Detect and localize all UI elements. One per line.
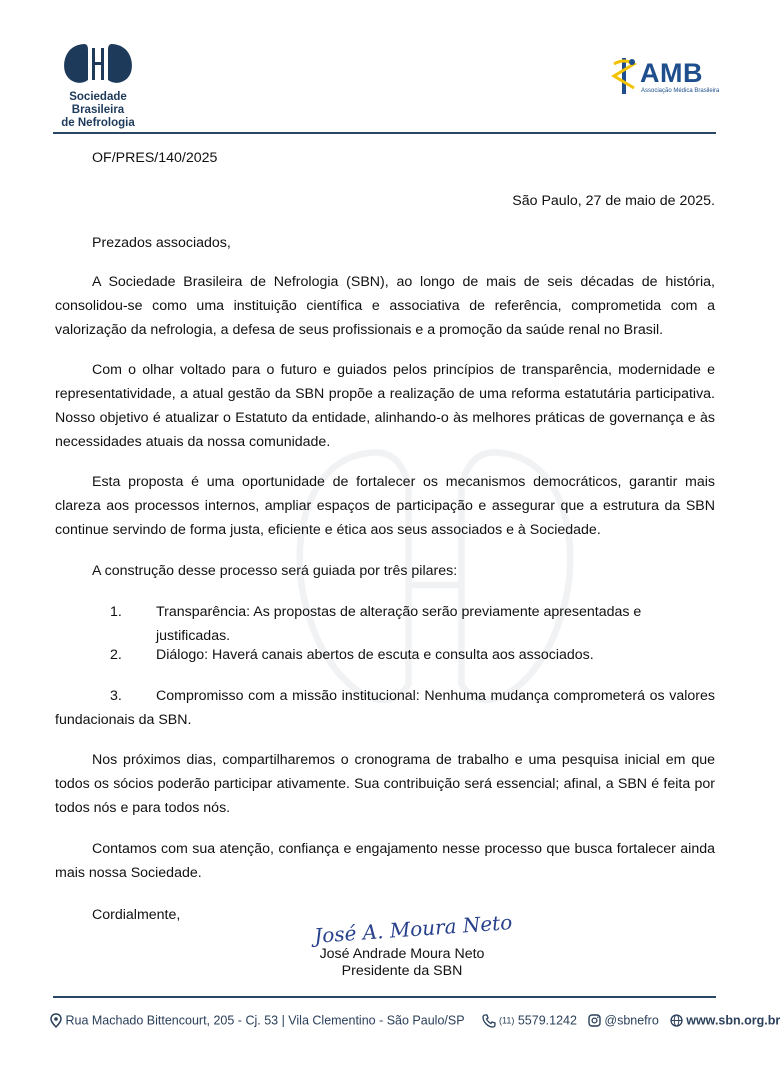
sbn-logo-line2: de Nefrologia xyxy=(61,117,135,129)
paragraph-next-steps: Nos próximos dias, compartilharemos o cronograma de trabalho e uma pesquisa inicial em que todos os sócios poderão participar ativamente. Sua contribuição será essencial; afinal, a SBN é feita por todos nós e para todos nós. xyxy=(55,752,715,816)
signer-title: Presidente da SBN xyxy=(341,963,463,979)
signer-name: José Andrade Moura Neto xyxy=(319,946,485,962)
footer-divider xyxy=(53,996,716,998)
sbn-logo xyxy=(48,42,148,130)
amb-logo xyxy=(610,56,720,98)
handwritten-signature: José A. Moura Neto xyxy=(313,910,513,948)
pillar-1-text: Transparência: As propostas de alteração serão previamente apresentadas e justificadas. xyxy=(156,604,642,644)
paragraph-pillars-intro: A construção desse processo será guiada por três pilares: xyxy=(92,563,458,579)
pillar-2-text: Diálogo: Haverá canais abertos de escuta e consulta aos associados. xyxy=(156,647,594,663)
pillar-3-text: Compromisso com a missão institucional: Nenhuma mudança comprometerá os valores fundacionais da SBN. xyxy=(55,688,715,728)
pillar-3-number: 3. xyxy=(110,688,122,704)
letter-farewell: Cordialmente, xyxy=(92,907,181,923)
amb-logo-subtitle: Associação Médica Brasileira xyxy=(641,88,720,94)
paragraph-intro: A Sociedade Brasileira de Nefrologia (SBN), ao longo de mais de seis décadas de história, consolidou-se como uma instituição científica e associativa de referência, comprometida com a valorização da nefrologia, a defesa de seus profissionais e a promoção da saúde renal no Brasil. xyxy=(55,274,715,338)
location-pin-icon xyxy=(50,1013,62,1028)
pillar-2-number: 2. xyxy=(110,647,122,663)
paragraph-reform: Com o olhar voltado para o futuro e guiados pelos princípios de transparência, modernidade e representatividade, a atual gestão da SBN propõe a realização de uma reforma estatutária participativa. Nosso objetivo é atualizar o Estatuto da entidade, alinhando-o às melhores práticas de governança e às necessidades atuais da nossa comunidade. xyxy=(55,362,715,450)
footer xyxy=(50,1013,780,1028)
sbn-logo-line1: Sociedade Brasileira xyxy=(69,91,127,116)
paragraph-proposal: Esta proposta é uma oportunidade de fortalecer os mecanismos democráticos, garantir mais clareza aos processos internos, ampliar espaços de participação e assegurar que a estrutura da SBN continue servindo de forma justa, eficiente e ética aos seus associados e à Sociedade. xyxy=(55,474,715,538)
letter-date: São Paulo, 27 de maio de 2025. xyxy=(512,193,715,209)
paragraph-thanks: Contamos com sua atenção, confiança e engajamento nesse processo que busca fortalecer ainda mais nossa Sociedade. xyxy=(55,841,715,881)
phone-icon xyxy=(482,1014,496,1028)
header-divider xyxy=(53,132,716,134)
kidney-logo-icon xyxy=(48,42,148,86)
amb-logo-text: AMB xyxy=(640,58,703,88)
footer-phone-area: (11) xyxy=(499,1015,515,1026)
footer-website[interactable]: www.sbn.org.br xyxy=(686,1013,780,1028)
footer-social[interactable]: @sbnefro xyxy=(604,1013,659,1028)
letter-reference: OF/PRES/140/2025 xyxy=(92,150,218,166)
footer-phone: 5579.1242 xyxy=(517,1013,577,1028)
letter-salutation: Prezados associados, xyxy=(92,235,231,251)
footer-address: Rua Machado Bittencourt, 205 - Cj. 53 | Vila Clementino - São Paulo/SP xyxy=(65,1013,465,1028)
globe-icon xyxy=(670,1014,683,1027)
caduceus-icon xyxy=(610,56,638,96)
instagram-icon xyxy=(588,1014,601,1027)
pillar-1-number: 1. xyxy=(110,604,122,620)
